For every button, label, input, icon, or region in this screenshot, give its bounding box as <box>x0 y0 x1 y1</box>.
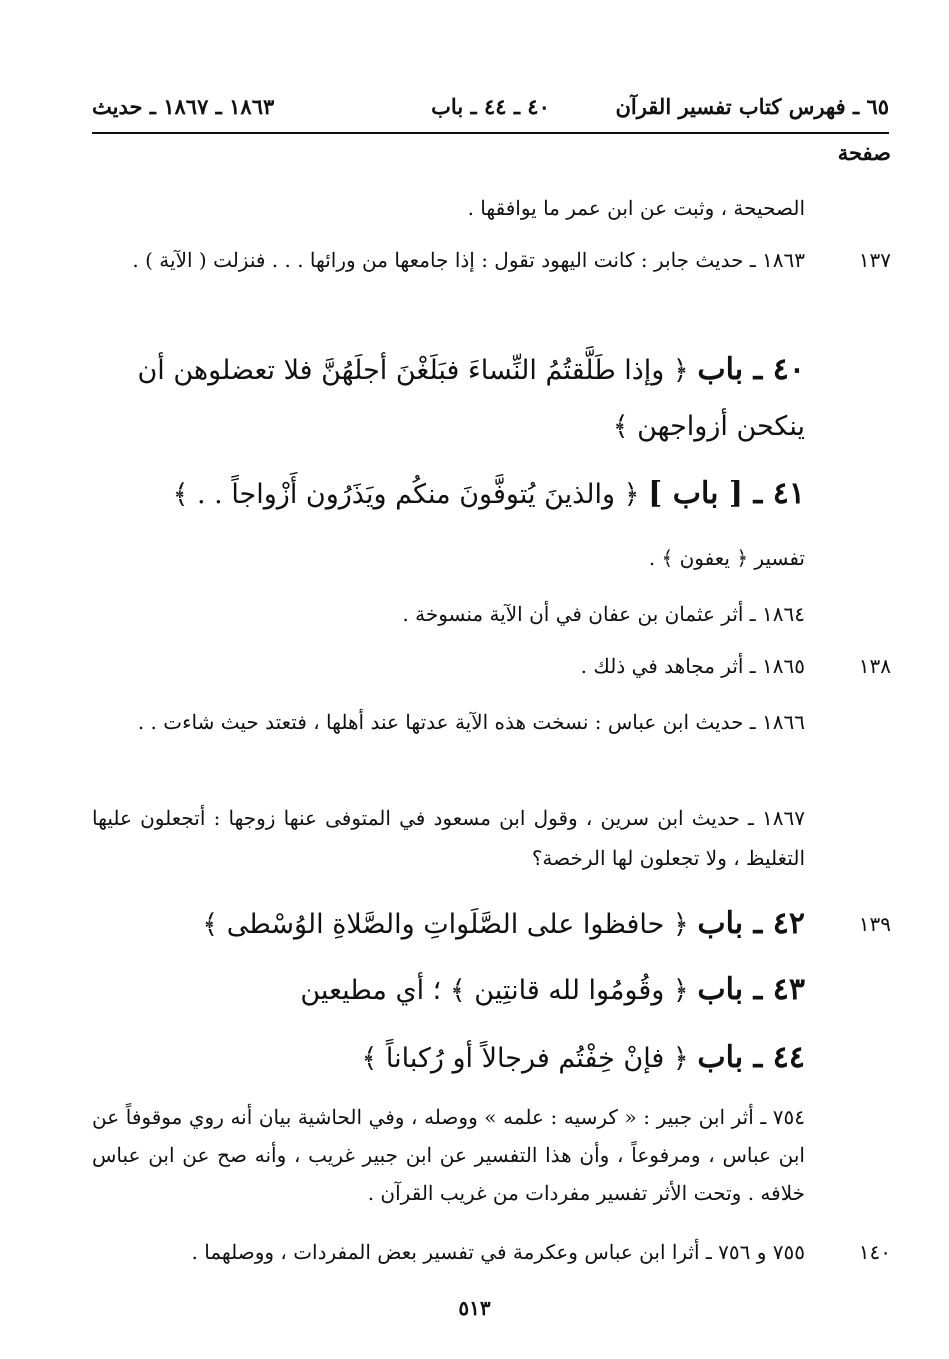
chapter-number: ٤٠ ـ باب <box>697 352 805 387</box>
index-entry <box>92 594 805 634</box>
entry-text: ٧٥٤ ـ أثر ابن جبير : « كرسيه : علمه » ووصله ، وفي الحاشية بيان أنه روي موقوفاً عن ابن عباس ، ومرفوعاً ، وأن هذا التفسير عن ابن جبير غريب ، وأنه صح عن ابن عباس خلافه . وتحت الأثر تفسير مفردات من غريب القرآن . <box>92 1105 805 1205</box>
index-entry <box>92 538 805 578</box>
index-entry <box>92 646 805 686</box>
index-entry <box>92 1098 805 1212</box>
chapter-heading <box>92 962 805 1019</box>
header-chapter-title: ٦٥ ـ فهرس كتاب تفسير القرآن <box>615 94 889 119</box>
entry-text: ١٨٦٤ ـ أثر عثمان بن عفان في أن الآية منسوخة . <box>402 602 805 626</box>
chapter-heading <box>92 1030 805 1087</box>
chapter-number: ٤٢ ـ باب <box>697 906 805 941</box>
entry-text: ١٨٦٣ ـ حديث جابر : كانت اليهود تقول : إذا جامعها من ورائها . . . فنزلت ( الآية ) . <box>132 248 805 272</box>
index-entry <box>92 188 805 228</box>
page-ref: ١٣٨ <box>858 654 891 678</box>
index-entry <box>92 240 805 280</box>
chapter-heading <box>92 896 805 953</box>
chapter-heading <box>92 342 805 455</box>
header-section-range: ٤٠ ـ ٤٤ ـ باب <box>431 94 550 119</box>
entry-text: ١٨٦٧ ـ حديث ابن سرين ، وقول ابن مسعود في المتوفى عنها زوجها : أتجعلون عليها التغليظ ، ولا تجعلون لها الرخصة؟ <box>92 806 805 870</box>
entry-text: الصحيحة ، وثبت عن ابن عمر ما يوافقها . <box>467 196 805 220</box>
entry-text: ٧٥٥ و ٧٥٦ ـ أثرا ابن عباس وعكرمة في تفسير بعض المفردات ، ووصلهما . <box>191 1240 805 1264</box>
index-entry <box>92 702 805 742</box>
page-ref: ١٣٧ <box>858 248 891 272</box>
chapter-number: ٤٤ ـ باب <box>697 1040 805 1075</box>
chapter-verse: ﴿ حافظوا على الصَّلَواتِ والصَّلاةِ الوُسْطى ﴾ <box>202 909 689 940</box>
chapter-number: ٤١ ـ [ باب ] <box>648 476 805 511</box>
chapter-number: ٤٣ ـ باب <box>697 972 805 1007</box>
index-entry <box>92 798 805 878</box>
page-ref: ١٣٩ <box>858 912 891 936</box>
chapter-verse: ﴿ وإذا طَلَّقتُمُ النِّساءَ فبَلَغْنَ أجلَهُنَّ فلا تعضلوهن أن ينكحن أزواجهن ﴾ <box>137 355 805 442</box>
page-column-label: صفحة <box>837 140 891 165</box>
chapter-heading <box>92 466 805 523</box>
chapter-verse: ﴿ والذينَ يُتوفَّونَ منكُم ويَذَرُون أَزْواجاً . . ﴾ <box>172 479 640 510</box>
entry-text: ١٨٦٦ ـ حديث ابن عباس : نسخت هذه الآية عدتها عند أهلها ، فتعتد حيث شاءت . . <box>137 710 805 734</box>
header-hadith-range: ١٨٦٣ ـ ١٨٦٧ ـ حديث <box>92 94 275 119</box>
chapter-verse: ﴿ وقُومُوا لله قانتِين ﴾ ؛ أي مطيعين <box>300 975 689 1006</box>
chapter-verse: ﴿ فإنْ خِفْتُم فرجالاً أو رُكباناً ﴾ <box>361 1043 689 1074</box>
entry-text: ١٨٦٥ ـ أثر مجاهد في ذلك . <box>580 654 805 678</box>
index-entry <box>92 1232 805 1272</box>
page-number: ٥١٣ <box>458 1296 491 1320</box>
running-header <box>92 92 889 134</box>
entry-text: تفسير ﴿ يعفون ﴾ . <box>648 546 805 570</box>
page-ref: ١٤٠ <box>858 1240 891 1264</box>
